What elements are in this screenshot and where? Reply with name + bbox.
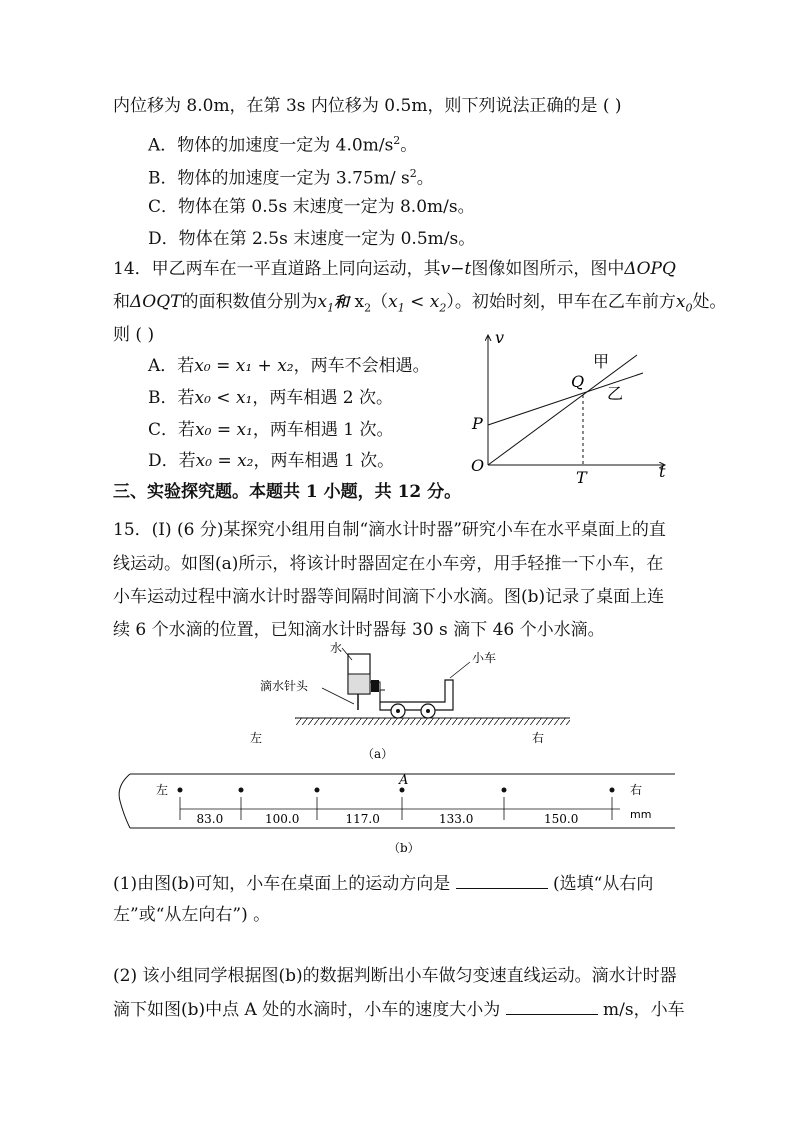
q15-line4: 续 6 个水滴的位置，已知滴水计时器每 30 s 滴下 46 个小水滴。 bbox=[113, 620, 605, 640]
spacing-label-2: 100.0 bbox=[265, 812, 300, 826]
q15-line1: 15．(I) (6 分)某探究小组用自制“滴水计时器”研究小车在水平桌面上的直 bbox=[113, 520, 666, 540]
t-point-label: T bbox=[576, 468, 587, 485]
drop-6 bbox=[610, 788, 615, 793]
spacing-label-5: 150.0 bbox=[544, 812, 579, 826]
needle-label: 滴水针头 bbox=[260, 679, 309, 693]
q14-line1: 14．甲乙两车在一平直道路上同向运动，其v−t图像如图所示，图中ΔOPQ bbox=[113, 259, 676, 279]
fig-b-right: 右 bbox=[630, 783, 643, 797]
cart-body bbox=[380, 680, 453, 710]
drop-3 bbox=[315, 788, 320, 793]
fig-b-caption: （b） bbox=[388, 841, 420, 855]
section-3-heading: 三、实验探究题。本题共 1 小题，共 12 分。 bbox=[113, 482, 462, 502]
fig-b-point-a: A bbox=[399, 773, 409, 788]
q13-stem: 内位移为 8.0m，在第 3s 内位移为 0.5m，则下列说法正确的是 ( ) bbox=[113, 96, 622, 116]
p-label: P bbox=[472, 414, 483, 433]
answer-blank-speed[interactable] bbox=[506, 998, 598, 1015]
yi-label: 乙 bbox=[607, 384, 624, 403]
jia-label: 甲 bbox=[593, 352, 610, 371]
drop-5 bbox=[502, 788, 507, 793]
water-label: 水 bbox=[330, 641, 343, 655]
fig-a-left: 左 bbox=[250, 731, 263, 745]
q-label: Q bbox=[571, 372, 585, 391]
drop-1 bbox=[178, 788, 183, 793]
vt-graph bbox=[465, 325, 685, 485]
drop-4 bbox=[400, 788, 405, 793]
q14-option-c: C．若x₀ = x₁，两车相遇 1 次。 bbox=[148, 420, 394, 440]
origin-label: O bbox=[471, 456, 485, 475]
spacing-label-4: 133.0 bbox=[439, 812, 474, 826]
line-jia bbox=[488, 355, 637, 465]
fig-a-caption: （a） bbox=[362, 747, 394, 760]
q15-sub1-line2: 左”或“从左向右”) 。 bbox=[113, 905, 271, 925]
q15-line3: 小车运动过程中滴水计时器等间隔时间滴下小水滴。图(b)记录了桌面上连 bbox=[113, 587, 665, 607]
fig-b-left: 左 bbox=[156, 783, 169, 797]
drops bbox=[178, 788, 615, 827]
q14-option-d: D．若x₀ = x₂，两车相遇 1 次。 bbox=[148, 451, 395, 471]
drop-2 bbox=[239, 788, 244, 793]
answer-blank-direction[interactable] bbox=[456, 872, 548, 889]
fig-b-unit: mm bbox=[630, 808, 652, 821]
v-label: v bbox=[495, 328, 505, 347]
q15-sub1-line1: (1)由图(b)可知，小车在桌面上的运动方向是 (选填“从右向 bbox=[113, 874, 654, 894]
q13-option-d: D．物体在第 2.5s 末速度一定为 0.5m/s。 bbox=[148, 229, 476, 249]
q14-line3: 则 ( ) bbox=[113, 325, 155, 345]
q15-sub2-line2: 滴下如图(b)中点 A 处的水滴时，小车的速度大小为 m/s，小车 bbox=[113, 1000, 685, 1020]
q15-sub2-line1: (2) 该小组同学根据图(b)的数据判断出小车做匀变速直线运动。滴水计时器 bbox=[113, 966, 677, 986]
figure-a bbox=[240, 640, 620, 760]
q14-option-b: B．若x₀ < x₁，两车相遇 2 次。 bbox=[148, 388, 393, 408]
cart-label: 小车 bbox=[472, 651, 497, 665]
q14-option-a: A．若x₀ = x₁ + x₂，两车不会相遇。 bbox=[148, 356, 430, 376]
figure-b bbox=[110, 772, 690, 862]
q15-line2: 线运动。如图(a)所示，将该计时器固定在小车旁，用手轻推一下小车，在 bbox=[113, 554, 664, 574]
t-label: t bbox=[659, 462, 666, 481]
q13-option-c: C．物体在第 0.5s 末速度一定为 8.0m/s。 bbox=[148, 197, 475, 217]
q13-option-b: B．物体的加速度一定为 3.75m/ $s^2$。 bbox=[148, 167, 434, 189]
q13-option-a: A．物体的加速度一定为 $4.0m/s^2$。 bbox=[148, 134, 418, 156]
q14-line2: 和ΔOQT的面积数值分别为$x_1$和 $x_2(x_1 < x_2)$。初始时刻，甲车在乙车前方$x_0$处。 bbox=[113, 292, 727, 315]
spacing-label-1: 83.0 bbox=[196, 812, 224, 826]
fig-a-right: 右 bbox=[532, 731, 545, 745]
spacing-label-3: 117.0 bbox=[345, 812, 380, 826]
